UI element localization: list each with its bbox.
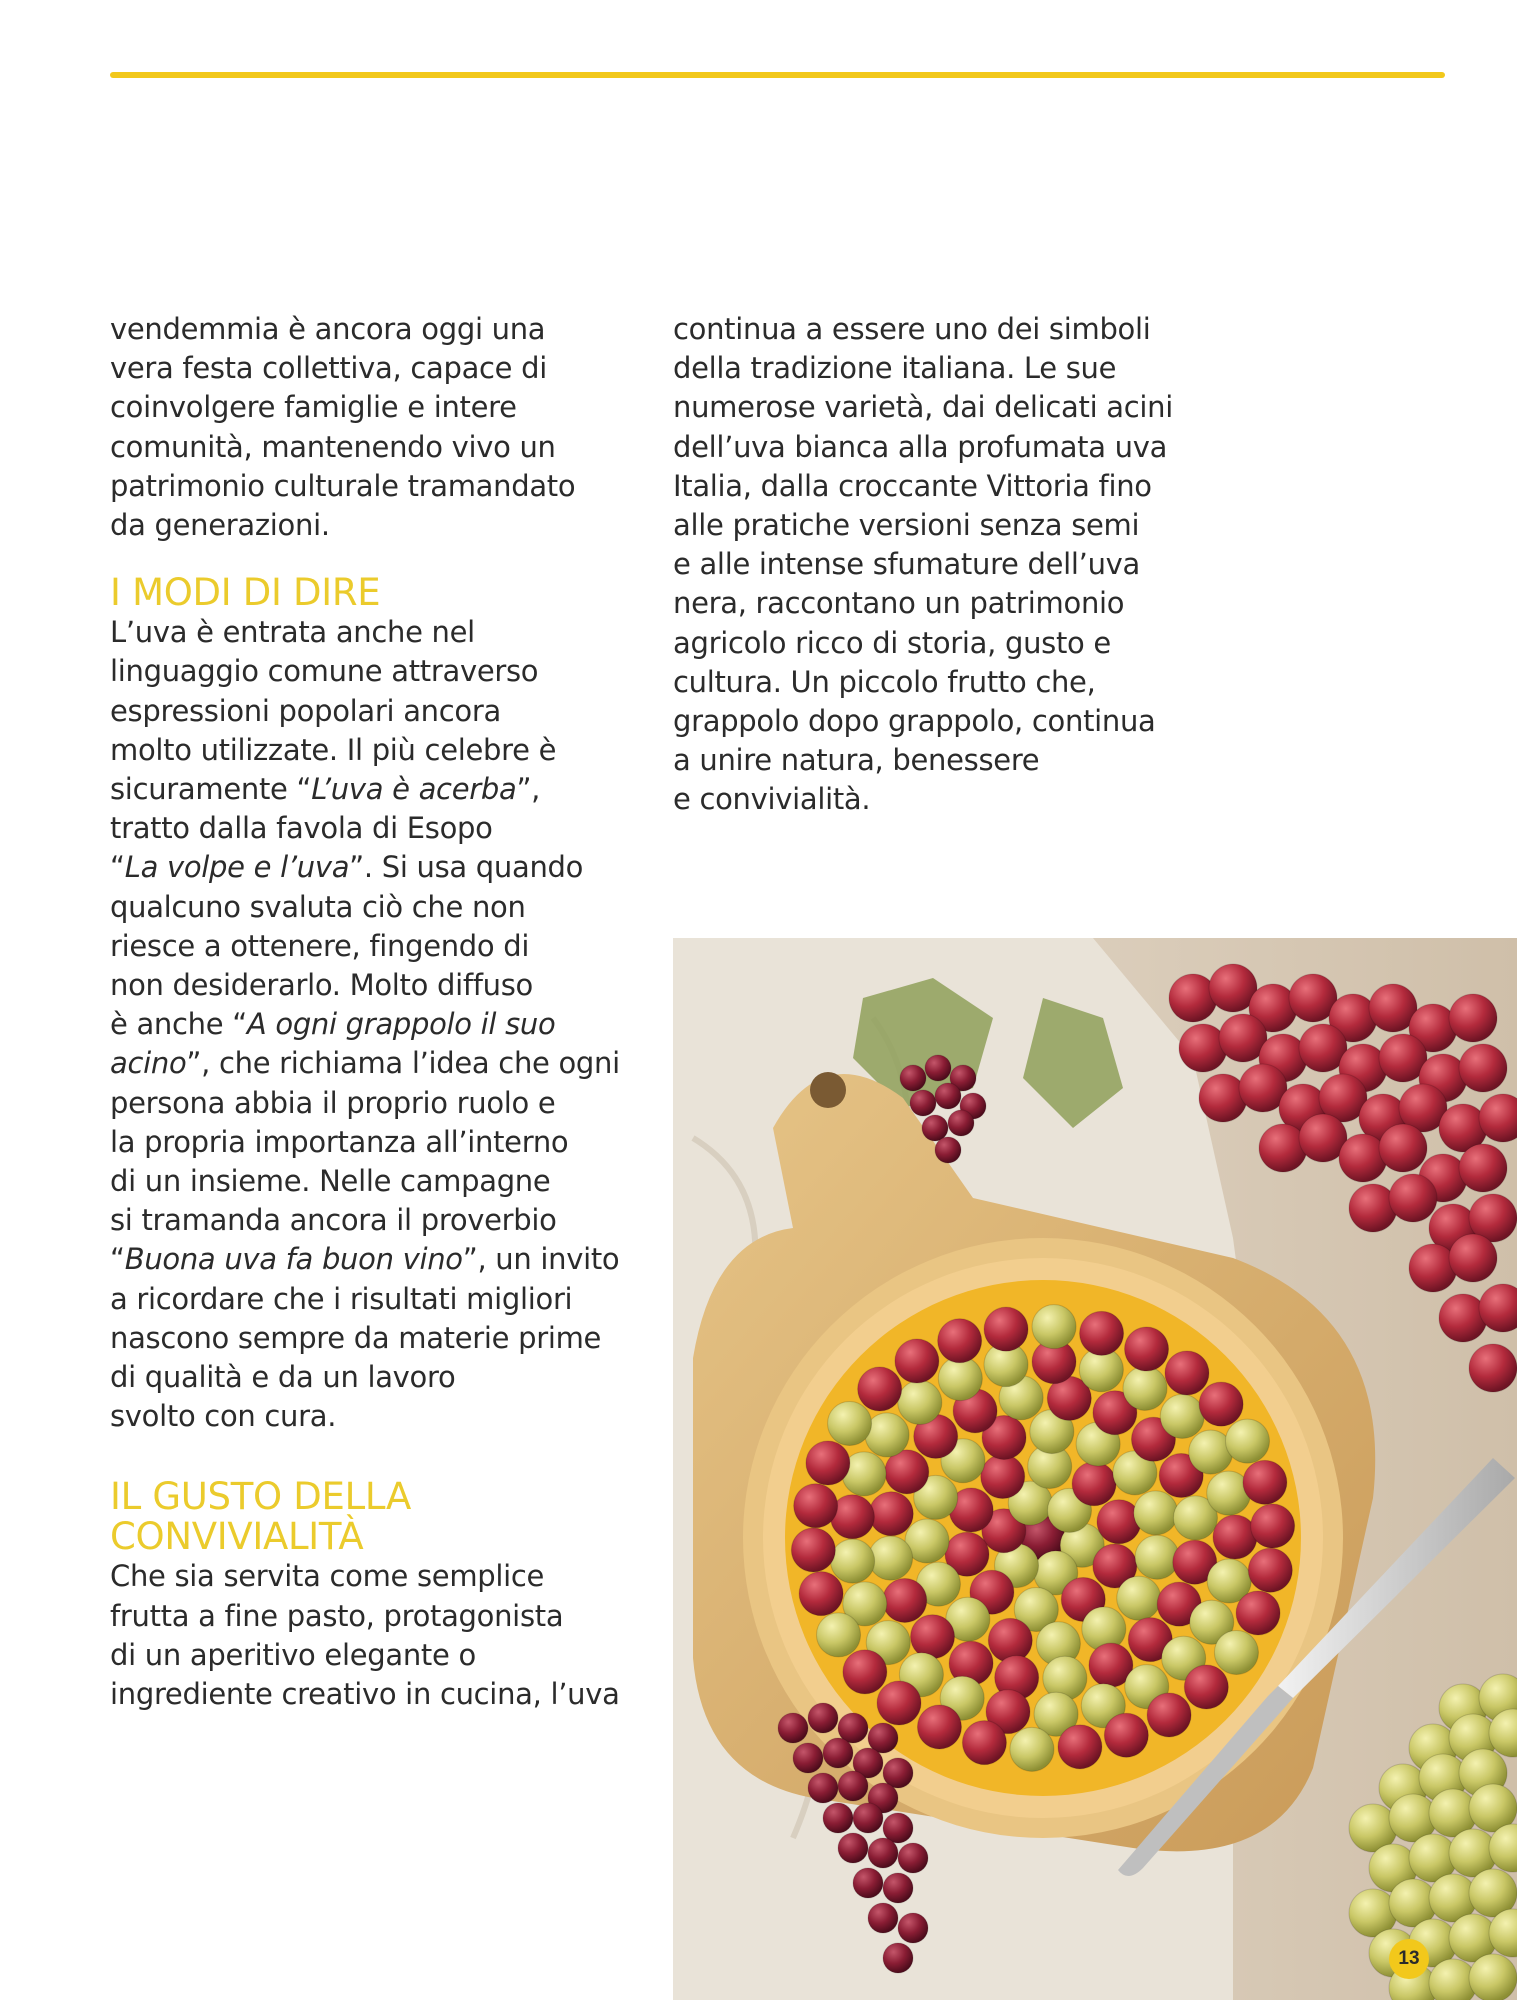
text-line: a unire natura, benessere [673, 743, 1040, 778]
text-line: continua a essere uno dei simboli [673, 312, 1151, 346]
text-line: nera, raccontano un patrimonio [673, 586, 1125, 621]
text-line: di un insieme. Nelle campagne [110, 1164, 551, 1199]
text-line: si tramanda ancora il proverbio [110, 1203, 557, 1238]
text-line: coinvolgere famiglie e intere [110, 390, 517, 425]
quote-italic: La volpe e l’uva [124, 850, 350, 885]
section-heading-modi-di-dire: I MODI DI DIRE [110, 571, 381, 615]
text-line: L’uva è entrata anche nel [110, 615, 475, 650]
quote-italic: A ogni grappolo il suo [246, 1007, 556, 1042]
text-line: numerose varietà, dai delicati acini [673, 390, 1173, 425]
text-line: espressioni popolari ancora [110, 693, 501, 728]
text-line: cultura. Un piccolo frutto che, [673, 664, 1096, 699]
text-line: riesce a ottenere, fingendo di [110, 928, 530, 963]
text-line: e convivialità. [673, 782, 871, 817]
text-line: Italia, dalla croccante Vittoria fino [673, 468, 1152, 503]
text-line: a ricordare che i risultati migliori [110, 1281, 573, 1316]
modi-di-dire-paragraph [110, 613, 630, 1436]
text-span: “ [110, 850, 125, 885]
text-line [110, 1240, 630, 1279]
text-line: molto utilizzate. Il più celebre è [110, 732, 557, 767]
text-span: ”, che richiama l’idea che ogni [186, 1046, 620, 1081]
text-line: di qualità e da un lavoro [110, 1360, 456, 1395]
text-line: la propria importanza all’interno [110, 1124, 569, 1159]
board-hole [810, 1072, 846, 1108]
text-line: nascono sempre da materie prime [110, 1320, 602, 1355]
text-line: linguaggio comune attraverso [110, 654, 539, 689]
text-line: patrimonio culturale tramandato [110, 468, 576, 503]
text-line: grappolo dopo grappolo, continua [673, 704, 1156, 739]
text-line: ingrediente creativo in cucina, l’uva [110, 1677, 620, 1712]
text-span: sicuramente “ [110, 772, 312, 807]
text-line [110, 770, 630, 809]
text-line: comunità, mantenendo vivo un [110, 429, 556, 464]
text-line: tratto dalla favola di Esopo [110, 811, 493, 846]
text-line: della tradizione italiana. Le sue [673, 351, 1117, 386]
text-line: di un aperitivo elegante o [110, 1637, 476, 1672]
text-line: vendemmia è ancora oggi una [110, 312, 546, 346]
top-accent-rule [110, 72, 1445, 78]
text-span: “ [110, 1242, 125, 1277]
quote-italic: Buona uva fa buon vino [124, 1242, 463, 1277]
grape-tart-illustration [673, 938, 1517, 2000]
section-heading-gusto-convivialita [110, 1477, 630, 1557]
text-span: ”, [516, 772, 541, 807]
text-line: da generazioni. [110, 508, 330, 543]
grape-tart-photo [673, 938, 1517, 2000]
text-line: alle pratiche versioni senza semi [673, 508, 1140, 543]
left-text-column [110, 310, 630, 1714]
text-line: qualcuno svaluta ciò che non [110, 889, 526, 924]
convivialita-paragraph [110, 1557, 630, 1714]
page-number-badge: 13 [1389, 1939, 1429, 1979]
text-line: frutta a fine pasto, protagonista [110, 1598, 564, 1633]
text-line: e alle intense sfumature dell’uva [673, 547, 1141, 582]
text-line: non desiderarlo. Molto diffuso [110, 968, 533, 1003]
text-span: ”. Si usa quando [349, 850, 584, 885]
text-line [110, 1005, 630, 1044]
text-line: agricolo ricco di storia, gusto e [673, 625, 1111, 660]
text-line: vera festa collettiva, capace di [110, 351, 548, 386]
text-line [110, 848, 630, 887]
text-line: persona abbia il proprio ruolo e [110, 1085, 556, 1120]
text-line [110, 1044, 630, 1083]
text-span: ”, un invito [462, 1242, 620, 1277]
quote-italic: acino [110, 1046, 187, 1081]
text-line: svolto con cura. [110, 1399, 337, 1434]
quote-italic: L’uva è acerba [311, 772, 517, 807]
text-span: è anche “ [110, 1007, 247, 1042]
heading-line: IL GUSTO DELLA [110, 1475, 412, 1519]
text-line: Che sia servita come semplice [110, 1559, 545, 1594]
intro-paragraph [110, 310, 630, 545]
heading-line: CONVIVIALITÀ [110, 1515, 364, 1559]
text-line: dell’uva bianca alla profumata uva [673, 429, 1168, 464]
right-text-column [673, 310, 1213, 820]
